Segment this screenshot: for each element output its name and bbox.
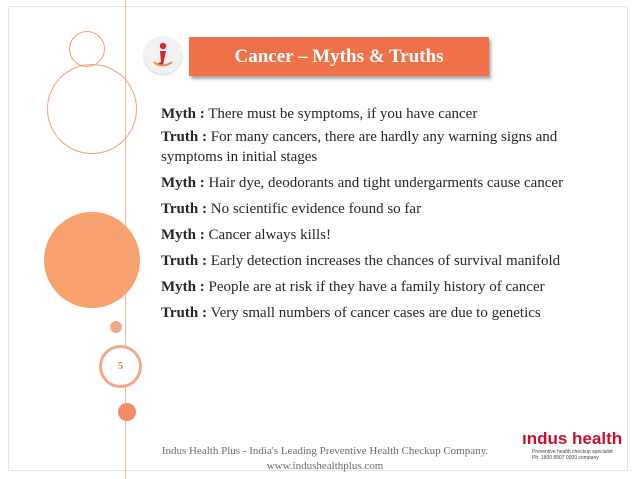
brand-tagline-1: Preventive health checkup specialist (532, 449, 613, 455)
brand-name: ındus health (522, 429, 623, 448)
list-item (161, 251, 571, 271)
item-label: Truth : (161, 201, 207, 217)
item-label: Myth : (161, 279, 205, 295)
item-label: Truth : (161, 129, 207, 145)
item-text: Hair dye, deodorants and tight undergarments cause cancer (204, 175, 564, 191)
item-text: For many cancers, there are hardly any warning signs and symptoms in initial stages (161, 129, 558, 165)
list-item (161, 277, 571, 297)
decor-circle-outline (47, 64, 137, 154)
brand-tagline-2: Ph: 1800 8907 0000 company (532, 455, 599, 461)
item-text: Very small numbers of cancer cases are due to genetics (206, 305, 541, 321)
logo-badge (144, 36, 182, 74)
item-label: Myth : (161, 227, 205, 243)
item-text: There must be symptoms, if you have cancer (204, 106, 478, 122)
decor-circle-small (69, 31, 105, 67)
footer (125, 444, 525, 474)
footer-website: www.indushealthplus.com (266, 460, 384, 472)
decor-dot (110, 321, 122, 333)
item-text: No scientific evidence found so far (206, 201, 422, 217)
list-item (161, 173, 571, 193)
list-item (161, 225, 571, 245)
brand-tagline (532, 449, 613, 461)
item-label: Truth : (161, 305, 207, 321)
list-item (161, 303, 571, 323)
list-item (161, 127, 571, 167)
myths-truths-list (161, 104, 571, 326)
item-label: Myth : (161, 175, 205, 191)
item-label: Truth : (161, 253, 207, 269)
brand-logo (522, 429, 627, 471)
page-number: 5 (118, 361, 123, 372)
item-label: Myth : (161, 106, 205, 122)
footer-company-line: Indus Health Plus - India's Leading Preventive Health Checkup Company. (161, 445, 489, 457)
slide-title: Cancer – Myths & Truths (189, 37, 489, 76)
item-text: People are at risk if they have a family history of cancer (204, 279, 545, 295)
list-item (161, 104, 571, 124)
list-item (161, 199, 571, 219)
decor-dot-bottom (118, 403, 136, 421)
item-text: Cancer always kills! (204, 227, 331, 243)
indus-logo-icon (150, 41, 176, 69)
item-text: Early detection increases the chances of survival manifold (206, 253, 561, 269)
decor-circle-filled (44, 212, 140, 308)
